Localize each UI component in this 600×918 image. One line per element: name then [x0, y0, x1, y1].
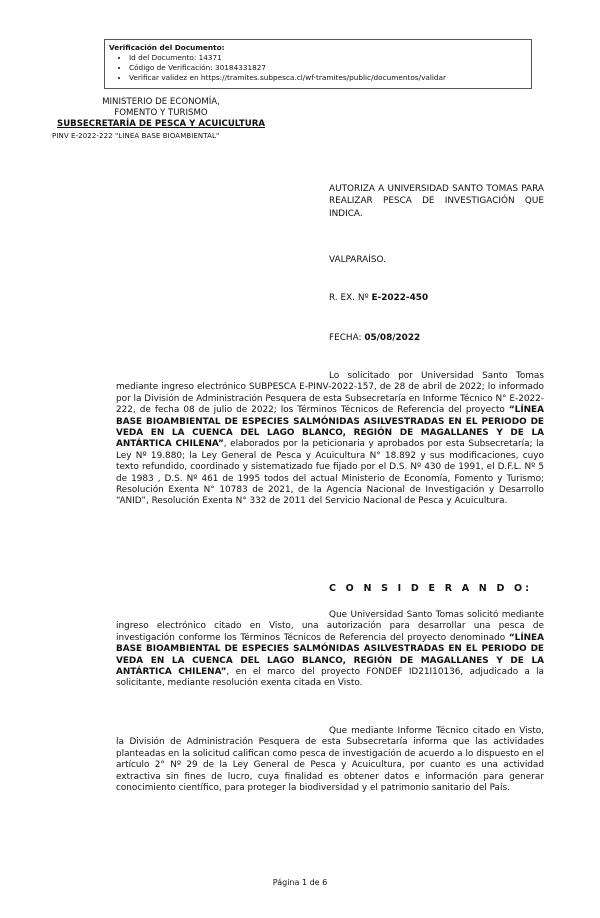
city: VALPARAÍSO.: [329, 255, 386, 265]
page-footer: Página 1 de 6: [272, 878, 328, 887]
resolution-value: E-2022-450: [371, 293, 429, 303]
vistos-rest: , elaborados por la peticionaria y aprobados por esta Subsecretaría; la Ley Nº 19.880; la Ley General de Pesca y Acuicultura N° 18.892 y sus modificaciones, cuyo texto refundido, coordinado y sistematizado fue fijado por el D.S. Nº 430 de 1991, el D.F.L. Nº 5 de 1983 , D.S. Nº 461 de 1995 todos del actual Ministerio de Economía, Fomento y Turismo; Resolución Exenta N° 10783 de 2021, de la Agencia Nacional de Investigación y Desarrollo “ANID”, Resolución Exenta N° 332 de 2011 del Servicio Nacional de Pesca y Acuicultura.: [116, 439, 544, 507]
vistos-paragraph: [116, 371, 544, 508]
resolution-summary: AUTORIZA A UNIVERSIDAD SANTO TOMAS PARA REALIZAR PESCA DE INVESTIGACIÓN QUE INDICA.: [329, 184, 544, 219]
verification-item-id: • Id del Documento: 14371: [129, 53, 531, 63]
resolution-number: [329, 293, 428, 304]
verification-item-code: • Código de Verificación: 30184331827: [129, 63, 531, 73]
date-value: 05/08/2022: [364, 333, 421, 343]
vistos-lead: Lo solicitado por Universidad Santo Tomas mediante ingreso electrónico SUBPESCA E-PINV-2022-157, de 28 de abril de 2022; lo informado por la División de Administración Pesquera de esta Subsecretaría en Informe Técnico N° E-2022-222, de fecha 08 de julio de 2022; los Términos Técnicos de Referencia del proyecto: [116, 371, 544, 416]
considerando-title: C O N S I D E R A N D O:: [329, 583, 533, 594]
ministry-line1: MINISTERIO DE ECONOMÍA,: [102, 97, 220, 107]
subsecretaria-title: SUBSECRETARÍA DE PESCA Y ACUICULTURA: [57, 119, 265, 129]
considerando-paragraph-1: [116, 610, 544, 690]
ministry-header: [38, 97, 284, 130]
considerando1-project: “LÍNEA BASE BIOAMBIENTAL DE ESPECIES SALMÓNIDAS ASILVESTRADAS EN EL PERIODO DE VEDA EN LA CUENCA DEL LAGO BLANCO, REGIÓN DE MAGALLANES Y DE LA ANTÁRTICA CHILENA”: [116, 632, 544, 678]
considerando2-text: Que mediante Informe Técnico citado en Visto, la División de Administración Pesquera de esta Subsecretaría informa que las actividades planteadas en la solicitud califican como pesca de investigación de acuerdo a lo dispuesto en el artículo 2° Nº 29 de la Ley General de Pesca y Acuicultura, por cuanto es una actividad extractiva sin fines de lucro, cuya finalidad es obtener datos e información para generar conocimiento científico, para proteger la biodiversidad y el patrimonio sanitario del País.: [116, 726, 544, 794]
verification-title: Verificación del Documento:: [109, 43, 225, 52]
resolution-label: R. EX. Nº: [329, 293, 372, 303]
resolution-date: [329, 333, 420, 344]
ministry-line2: FOMENTO Y TURISMO: [114, 108, 208, 118]
verification-list: [109, 53, 531, 83]
pinv-reference: PINV E-2022-222 "LÍNEA BASE BIOAMBIENTAL": [52, 132, 220, 140]
verification-item-url: • Verificar validez en https://tramites.subpesca.cl/wf-tramites/public/documentos/validar: [129, 73, 531, 83]
considerando-paragraph-2: [116, 726, 544, 794]
considerando1-rest: , en el marco del proyecto FONDEF ID21I10136, adjudicado a la solicitante, mediante resolución exenta citada en Visto.: [116, 667, 544, 689]
considerando1-lead: Que Universidad Santo Tomas solicitó mediante ingreso electrónico citado en Visto, una autorización para desarrollar una pesca de investigación conforme los Términos Técnicos de Referencia del proyecto denominado: [116, 610, 544, 643]
vistos-project: “LÍNEA BASE BIOAMBIENTAL DE ESPECIES SALMÓNIDAS ASILVESTRADAS EN EL PERIODO DE VEDA EN LA CUENCA DEL LAGO BLANCO, REGIÓN DE MAGALLANES Y DE LA ANTÁRTICA CHILENA”: [116, 405, 544, 450]
verification-box: [104, 39, 532, 89]
date-label: FECHA:: [329, 333, 365, 343]
